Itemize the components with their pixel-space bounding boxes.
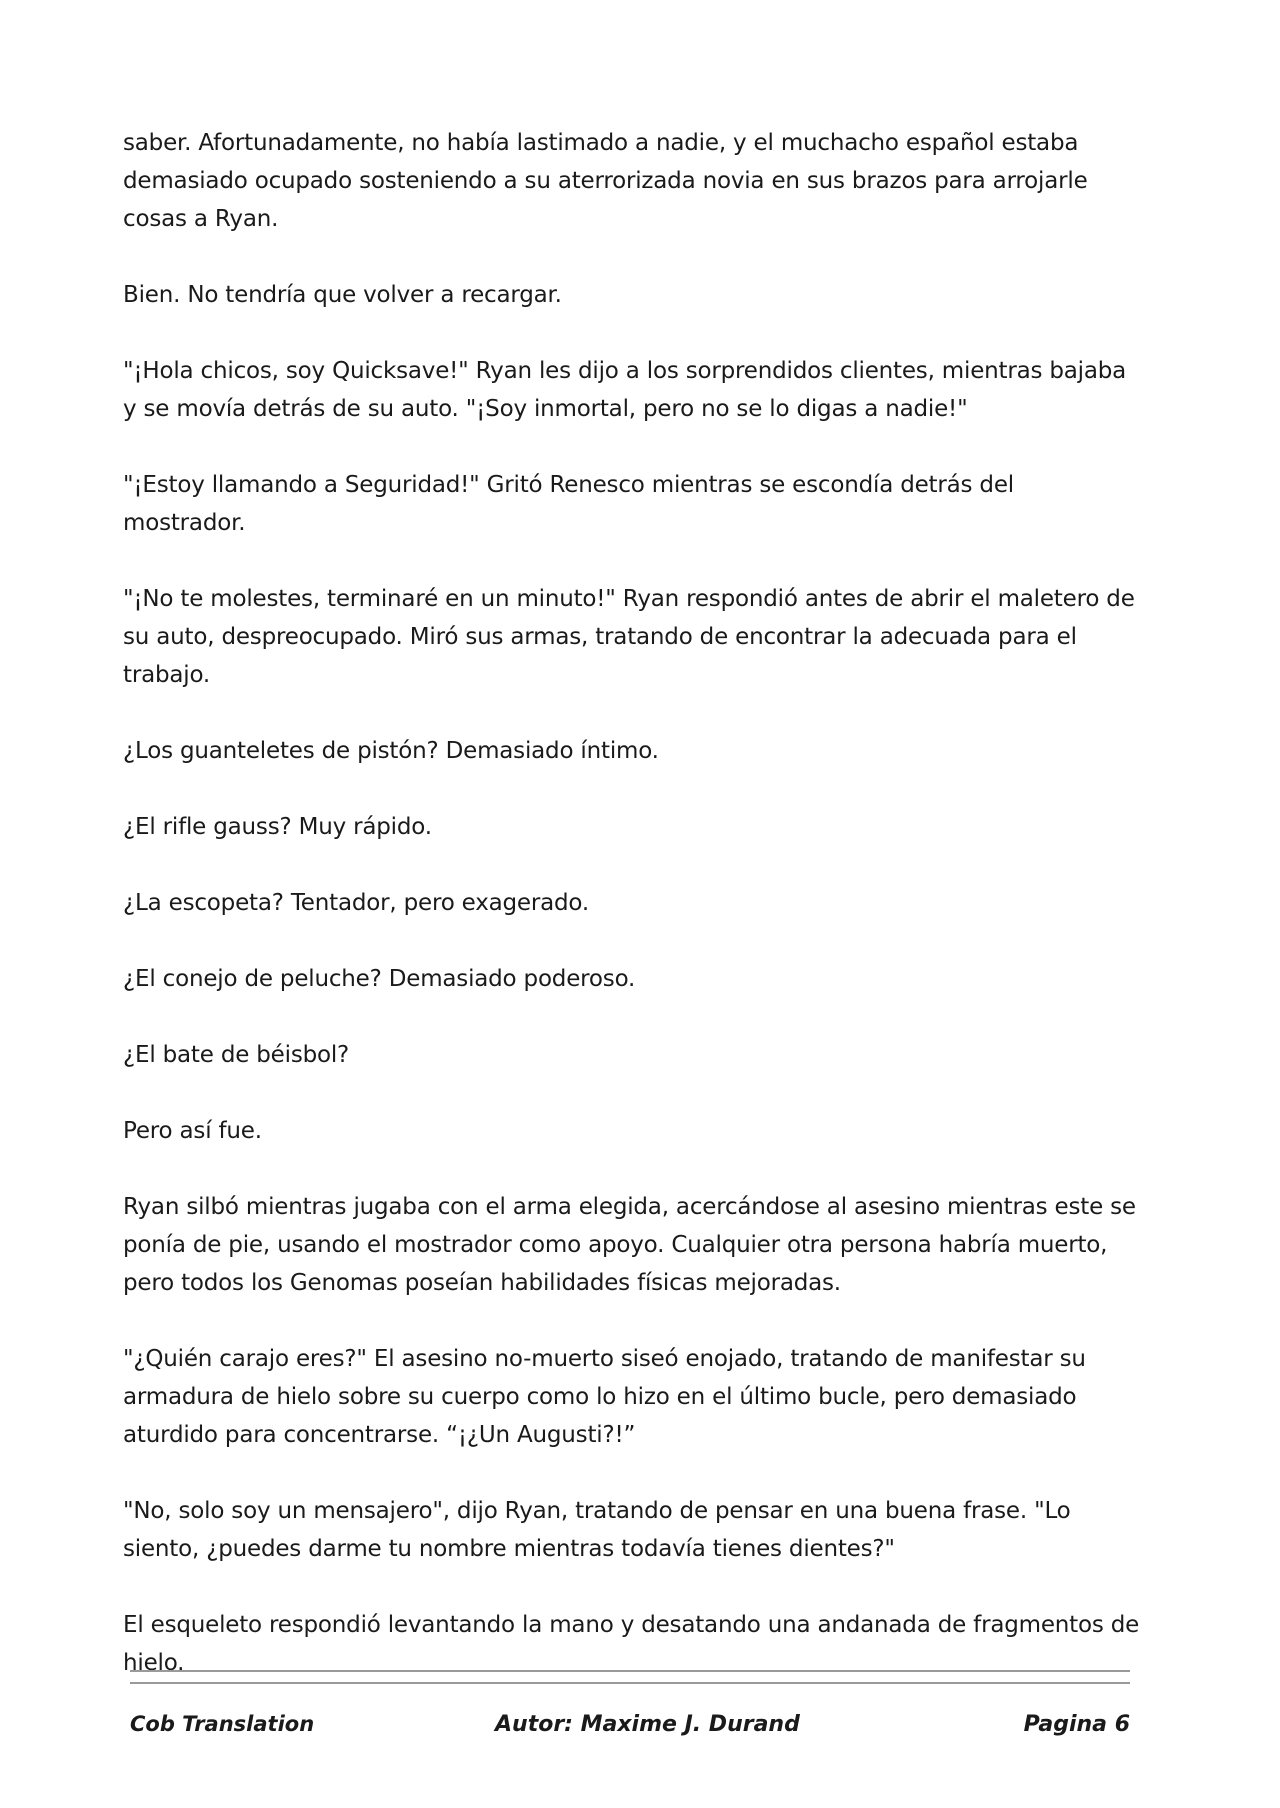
- footer-page-number: Pagina 6: [1023, 1712, 1130, 1737]
- paragraph: Ryan silbó mientras jugaba con el arma elegida, acercándose al asesino mientras este se ponía de pie, usando el mostrador como apoyo. Cualquier otra persona habría muerto, pero todos los Genomas poseían habilidades físicas mejoradas.: [123, 1194, 1136, 1296]
- paragraph: El esqueleto respondió levantando la mano y desatando una andanada de fragmentos de hielo.: [123, 1612, 1140, 1676]
- footer-divider-top: [130, 1670, 1130, 1672]
- paragraph: "¡Hola chicos, soy Quicksave!" Ryan les dijo a los sorprendidos clientes, mientras bajaba y se movía detrás de su auto. "¡Soy inmortal, pero no se lo digas a nadie!": [123, 358, 1127, 422]
- footer-author: Autor: Maxime J. Durand: [495, 1712, 800, 1737]
- paragraph: ¿El conejo de peluche? Demasiado poderoso.: [123, 966, 636, 992]
- page-body: [123, 124, 1143, 1720]
- paragraph: ¿Los guanteletes de pistón? Demasiado íntimo.: [123, 738, 659, 764]
- paragraph: ¿El rifle gauss? Muy rápido.: [123, 814, 432, 840]
- paragraph: "¡No te molestes, terminaré en un minuto!" Ryan respondió antes de abrir el maletero de su auto, despreocupado. Miró sus armas, tratando de encontrar la adecuada para el trabajo.: [123, 586, 1135, 688]
- paragraph: saber. Afortunadamente, no había lastimado a nadie, y el muchacho español estaba demasiado ocupado sosteniendo a su aterrorizada novia en sus brazos para arrojarle cosas a Ryan.: [123, 130, 1088, 232]
- paragraph: "No, solo soy un mensajero", dijo Ryan, tratando de pensar en una buena frase. "Lo siento, ¿puedes darme tu nombre mientras todavía tienes dientes?": [123, 1498, 1071, 1562]
- paragraph: Pero así fue.: [123, 1118, 262, 1144]
- paragraph: ¿La escopeta? Tentador, pero exagerado.: [123, 890, 590, 916]
- paragraph: Bien. No tendría que volver a recargar.: [123, 282, 562, 308]
- page-footer: [130, 1712, 1130, 1746]
- paragraph: ¿El bate de béisbol?: [123, 1042, 350, 1068]
- footer-translator: Cob Translation: [130, 1712, 315, 1736]
- paragraph: "¡Estoy llamando a Seguridad!" Gritó Renesco mientras se escondía detrás del mostrador.: [123, 472, 1014, 536]
- paragraph: "¿Quién carajo eres?" El asesino no-muerto siseó enojado, tratando de manifestar su armadura de hielo sobre su cuerpo como lo hizo en el último bucle, pero demasiado aturdido para concentrarse. “¡¿Un Augusti?!”: [123, 1346, 1086, 1448]
- footer-divider-bottom: [130, 1682, 1130, 1684]
